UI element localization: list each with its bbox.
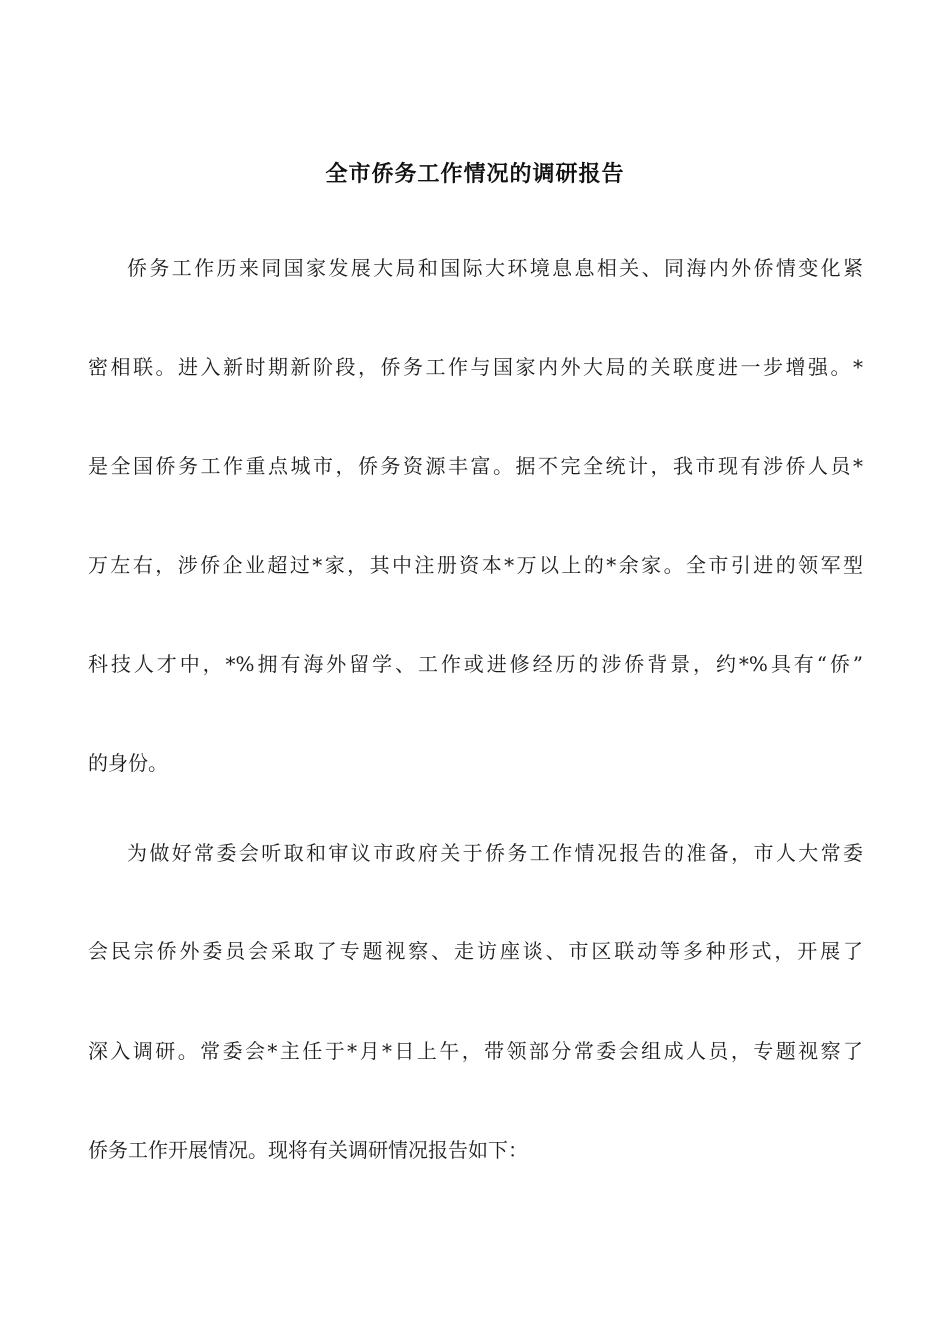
paragraph-line: 侨务工作开展情况。现将有关调研情况报告如下： xyxy=(88,1138,528,1162)
paragraph-line: 密相联。进入新时期新阶段，侨务工作与国家内外大局的关联度进一步增强。* xyxy=(88,355,863,379)
document-title: 全市侨务工作情况的调研报告 xyxy=(325,162,625,187)
paragraph-line: 深入调研。常委会*主任于*月*日上午，带领部分常委会组成人员，专题视察了 xyxy=(88,1039,863,1063)
paragraph-line: 的身份。 xyxy=(88,751,168,775)
paragraph-line: 侨务工作历来同国家发展大局和国际大环境息息相关、同海内外侨情变化紧 xyxy=(127,256,863,280)
paragraph-line: 是全国侨务工作重点城市，侨务资源丰富。据不完全统计，我市现有涉侨人员* xyxy=(88,454,863,478)
paragraph-line: 科技人才中，*%拥有海外留学、工作或进修经历的涉侨背景，约*%具有“侨” xyxy=(88,652,863,676)
paragraph-line: 万左右，涉侨企业超过*家，其中注册资本*万以上的*余家。全市引进的领军型 xyxy=(88,553,863,577)
paragraph-line: 会民宗侨外委员会采取了专题视察、走访座谈、市区联动等多种形式，开展了 xyxy=(88,939,863,963)
paragraph-line: 为做好常委会听取和审议市政府关于侨务工作情况报告的准备，市人大常委 xyxy=(127,841,863,865)
